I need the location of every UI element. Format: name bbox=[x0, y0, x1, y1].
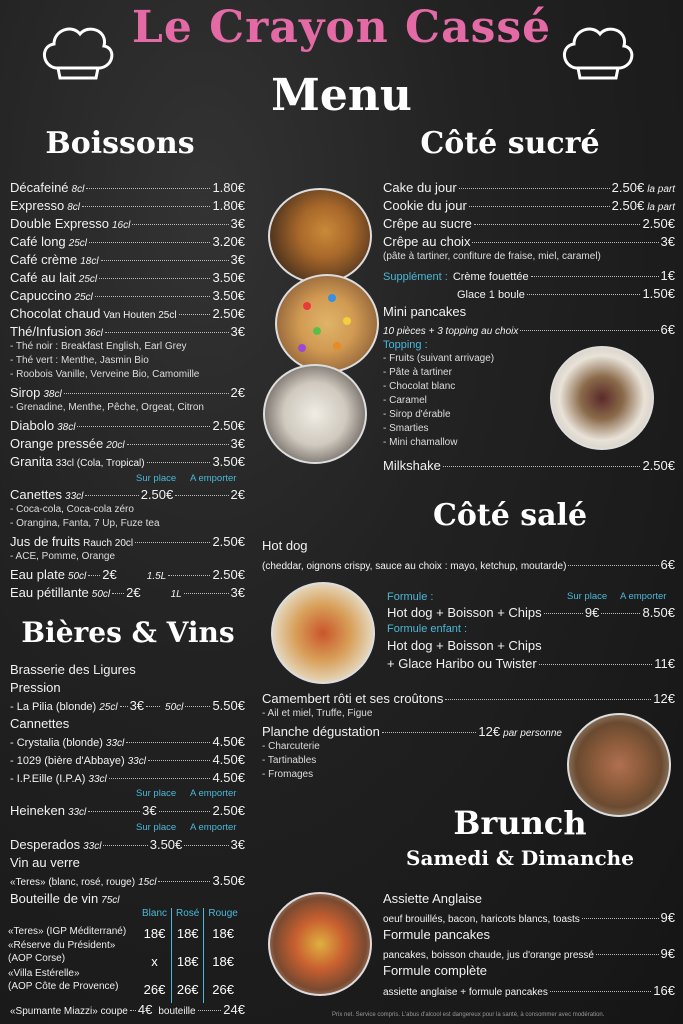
milkshake-photo bbox=[263, 364, 367, 464]
menu-item: Crêpe au sucre 2.50€ bbox=[383, 216, 675, 231]
hotdog-photo bbox=[271, 582, 375, 684]
wine-label: «Teres» (IGP Méditerrané) bbox=[8, 926, 127, 937]
a-emporter-label: A emporter bbox=[190, 822, 237, 833]
note-text: - Thé vert : Menthe, Jasmin Bio bbox=[10, 355, 149, 366]
menu-item: Supplément : Crème fouettée 1€ bbox=[383, 268, 675, 283]
menu-item: Eau pétillante 50cl 2€ 1L 3€ bbox=[10, 585, 245, 600]
menu-item: oeuf brouillés, bacon, haricots blancs, toasts 9€ bbox=[383, 910, 675, 925]
wine-label: «Villa Estérelle» bbox=[8, 968, 80, 979]
menu-item: Desperados 33cl 3.50€ 3€ bbox=[10, 837, 246, 852]
menu-item: Milkshake 2.50€ bbox=[383, 458, 675, 473]
brunch-title: Brunch bbox=[453, 804, 587, 842]
menu-item: Orange pressée 20cl 3€ bbox=[10, 436, 245, 451]
cookie-dots bbox=[277, 276, 377, 371]
note-text: - Fromages bbox=[262, 769, 314, 780]
cake-photo bbox=[268, 188, 372, 284]
menu-item: Eau plate 50cl 2€ 1.5L 2.50€ bbox=[10, 567, 245, 582]
wine-price: 18€ bbox=[172, 919, 204, 947]
note-text: - Orangina, Fanta, 7 Up, Fuze tea bbox=[10, 518, 160, 529]
pancakes-photo bbox=[550, 346, 654, 450]
brunch-photo bbox=[268, 892, 372, 996]
wine-price: 18€ bbox=[204, 919, 242, 947]
topping-item: - Sirop d'érable bbox=[383, 409, 451, 420]
note-text: - ACE, Pomme, Orange bbox=[10, 551, 116, 562]
footer-note: Prix net. Service compris. L'abus d'alcool est dangereux pour la santé, à consommer avec modération. bbox=[332, 1012, 605, 1018]
category-label: Hot dog bbox=[262, 538, 308, 553]
boissons-title: Boissons bbox=[45, 126, 195, 161]
category-label: Assiette Anglaise bbox=[383, 891, 483, 906]
menu-item: assiette anglaise + formule pancakes 16€ bbox=[383, 983, 675, 998]
wine-price: 18€ bbox=[204, 947, 242, 975]
menu-item: Hot dog + Boisson + Chips 9€ 8.50€ bbox=[387, 605, 676, 620]
formule-label: Formule : bbox=[387, 591, 434, 603]
menu-item: Planche dégustation 12€ par personne bbox=[262, 724, 562, 739]
topping-item: - Smarties bbox=[383, 423, 429, 434]
topping-item: - Caramel bbox=[383, 395, 427, 406]
a-emporter-label: A emporter bbox=[190, 788, 237, 799]
topping-item: - Pâte à tartiner bbox=[383, 367, 452, 378]
topping-item: - Fruits (suivant arrivage) bbox=[383, 353, 495, 364]
menu-item: Café au lait 25cl 3.50€ bbox=[10, 270, 245, 285]
brand-title: Le Crayon Cassé bbox=[131, 2, 552, 53]
category-label: Bouteille de vin 75cl bbox=[10, 891, 120, 906]
menu-item: Thé/Infusion 36cl 3€ bbox=[10, 324, 245, 339]
wine-header: Blanc bbox=[142, 908, 168, 919]
note-text: - Thé noir : Breakfast English, Earl Grey bbox=[10, 341, 187, 352]
topping-item: - Chocolat blanc bbox=[383, 381, 456, 392]
wine-price: 26€ bbox=[204, 975, 242, 1003]
menu-item: - La Pilia (blonde) 25cl 3€ 50cl 5.50€ bbox=[10, 698, 245, 713]
bieres-title: Bières & Vins bbox=[21, 616, 235, 649]
menu-item: Expresso 8cl 1.80€ bbox=[10, 198, 245, 213]
wine-label: (AOP Côte de Provence) bbox=[8, 981, 119, 992]
category-label: Formule complète bbox=[383, 963, 488, 978]
menu-item: Jus de fruits Rauch 20cl 2.50€ bbox=[10, 534, 245, 549]
note-text: - Ail et miel, Truffe, Figue bbox=[262, 708, 373, 719]
formule-enfant-label: Formule enfant : bbox=[387, 623, 468, 635]
wine-header: Rosé bbox=[172, 908, 204, 919]
chef-hat-icon bbox=[38, 20, 118, 82]
menu-item: Heineken 33cl 3€ 2.50€ bbox=[10, 803, 245, 818]
wine-label: «Réserve du Président» bbox=[8, 940, 116, 951]
menu-item: + Glace Haribo ou Twister 11€ bbox=[387, 656, 675, 671]
menu-item: (cheddar, oignons crispy, sauce au choix : mayo, ketchup, moutarde) 6€ bbox=[262, 557, 675, 572]
menu-item: Diabolo 38cl 2.50€ bbox=[10, 418, 245, 433]
menu-item: Crêpe au choix 3€ bbox=[383, 234, 675, 249]
menu-item: - 1029 (bière d'Abbaye) 33cl 4.50€ bbox=[10, 752, 245, 767]
menu-item: - I.P.Eille (I.P.A) 33cl 4.50€ bbox=[10, 770, 245, 785]
menu-item: Canettes 33cl 2.50€ 2€ bbox=[10, 487, 246, 502]
menu-title: Menu bbox=[271, 70, 412, 121]
menu-item: 10 pièces + 3 topping au choix 6€ bbox=[383, 322, 675, 337]
wine-price: 26€ bbox=[172, 975, 204, 1003]
menu-item: Glace 1 boule 1.50€ bbox=[457, 286, 675, 301]
sur-place-label: Sur place bbox=[567, 591, 608, 602]
menu-item: Café long 25cl 3.20€ bbox=[10, 234, 245, 249]
menu-item: Double Expresso 16cl 3€ bbox=[10, 216, 245, 231]
category-label: Cannettes bbox=[10, 716, 70, 731]
chef-hat-icon bbox=[558, 20, 638, 82]
menu-item: Café crème 18cl 3€ bbox=[10, 252, 245, 267]
menu-item: «Teres» (blanc, rosé, rouge) 15cl 3.50€ bbox=[10, 873, 245, 888]
wine-price: 26€ bbox=[143, 981, 166, 997]
sale-title: Côté salé bbox=[432, 498, 588, 533]
cookie-photo bbox=[275, 274, 379, 373]
menu-item: pancakes, boisson chaude, jus d'orange pressé 9€ bbox=[383, 946, 675, 961]
topping-item: - Mini chamallow bbox=[383, 437, 458, 448]
category-label: Pression bbox=[10, 680, 61, 695]
note-text: - Coca-cola, Coca-cola zéro bbox=[10, 504, 134, 515]
menu-item: Chocolat chaud Van Houten 25cl 2.50€ bbox=[10, 306, 245, 321]
a-emporter-label: A emporter bbox=[190, 473, 237, 484]
menu-item: Cookie du jour 2.50€ la part bbox=[383, 198, 675, 213]
menu-item: - Crystalia (blonde) 33cl 4.50€ bbox=[10, 734, 245, 749]
wine-label: (AOP Corse) bbox=[8, 953, 66, 964]
category-label: Formule pancakes bbox=[383, 927, 490, 942]
menu-item: Décafeiné 8cl 1.80€ bbox=[10, 180, 245, 195]
note-text: - Grenadine, Menthe, Pêche, Orgeat, Citron bbox=[10, 402, 204, 413]
note-text: - Roobois Vanille, Verveine Bio, Camomille bbox=[10, 369, 200, 380]
menu-item: Camembert rôti et ses croûtons 12€ bbox=[262, 691, 675, 706]
note-text: - Charcuterie bbox=[262, 741, 320, 752]
planche-photo bbox=[567, 713, 671, 817]
menu-item: «Spumante Miazzi» coupe 4€ bouteille 24€ bbox=[10, 1002, 245, 1017]
sur-place-label: Sur place bbox=[136, 473, 177, 484]
category-label: Vin au verre bbox=[10, 855, 80, 870]
sucre-title: Côté sucré bbox=[420, 126, 600, 161]
note-text: - Tartinables bbox=[262, 755, 317, 766]
sur-place-label: Sur place bbox=[136, 788, 177, 799]
menu-item: Sirop 38cl 2€ bbox=[10, 385, 245, 400]
topping-label: Topping : bbox=[383, 339, 428, 351]
menu-item: Cake du jour 2.50€ la part bbox=[383, 180, 675, 195]
sur-place-label: Sur place bbox=[136, 822, 177, 833]
wine-table bbox=[138, 908, 242, 1003]
menu-item: Capuccino 25cl 3.50€ bbox=[10, 288, 245, 303]
menu-item: Hot dog + Boisson + Chips bbox=[387, 638, 542, 653]
brunch-subtitle: Samedi & Dimanche bbox=[406, 846, 634, 870]
a-emporter-label: A emporter bbox=[620, 591, 667, 602]
note-text: (pâte à tartiner, confiture de fraise, miel, caramel) bbox=[383, 251, 601, 262]
category-label: Brasserie des Ligures bbox=[10, 662, 136, 677]
wine-header: Rouge bbox=[204, 908, 242, 919]
wine-price: x bbox=[151, 953, 158, 969]
category-label: Mini pancakes bbox=[383, 304, 467, 319]
wine-price: 18€ bbox=[143, 925, 166, 941]
wine-price: 18€ bbox=[172, 947, 204, 975]
menu-item: Granita 33cl (Cola, Tropical) 3.50€ bbox=[10, 454, 245, 469]
